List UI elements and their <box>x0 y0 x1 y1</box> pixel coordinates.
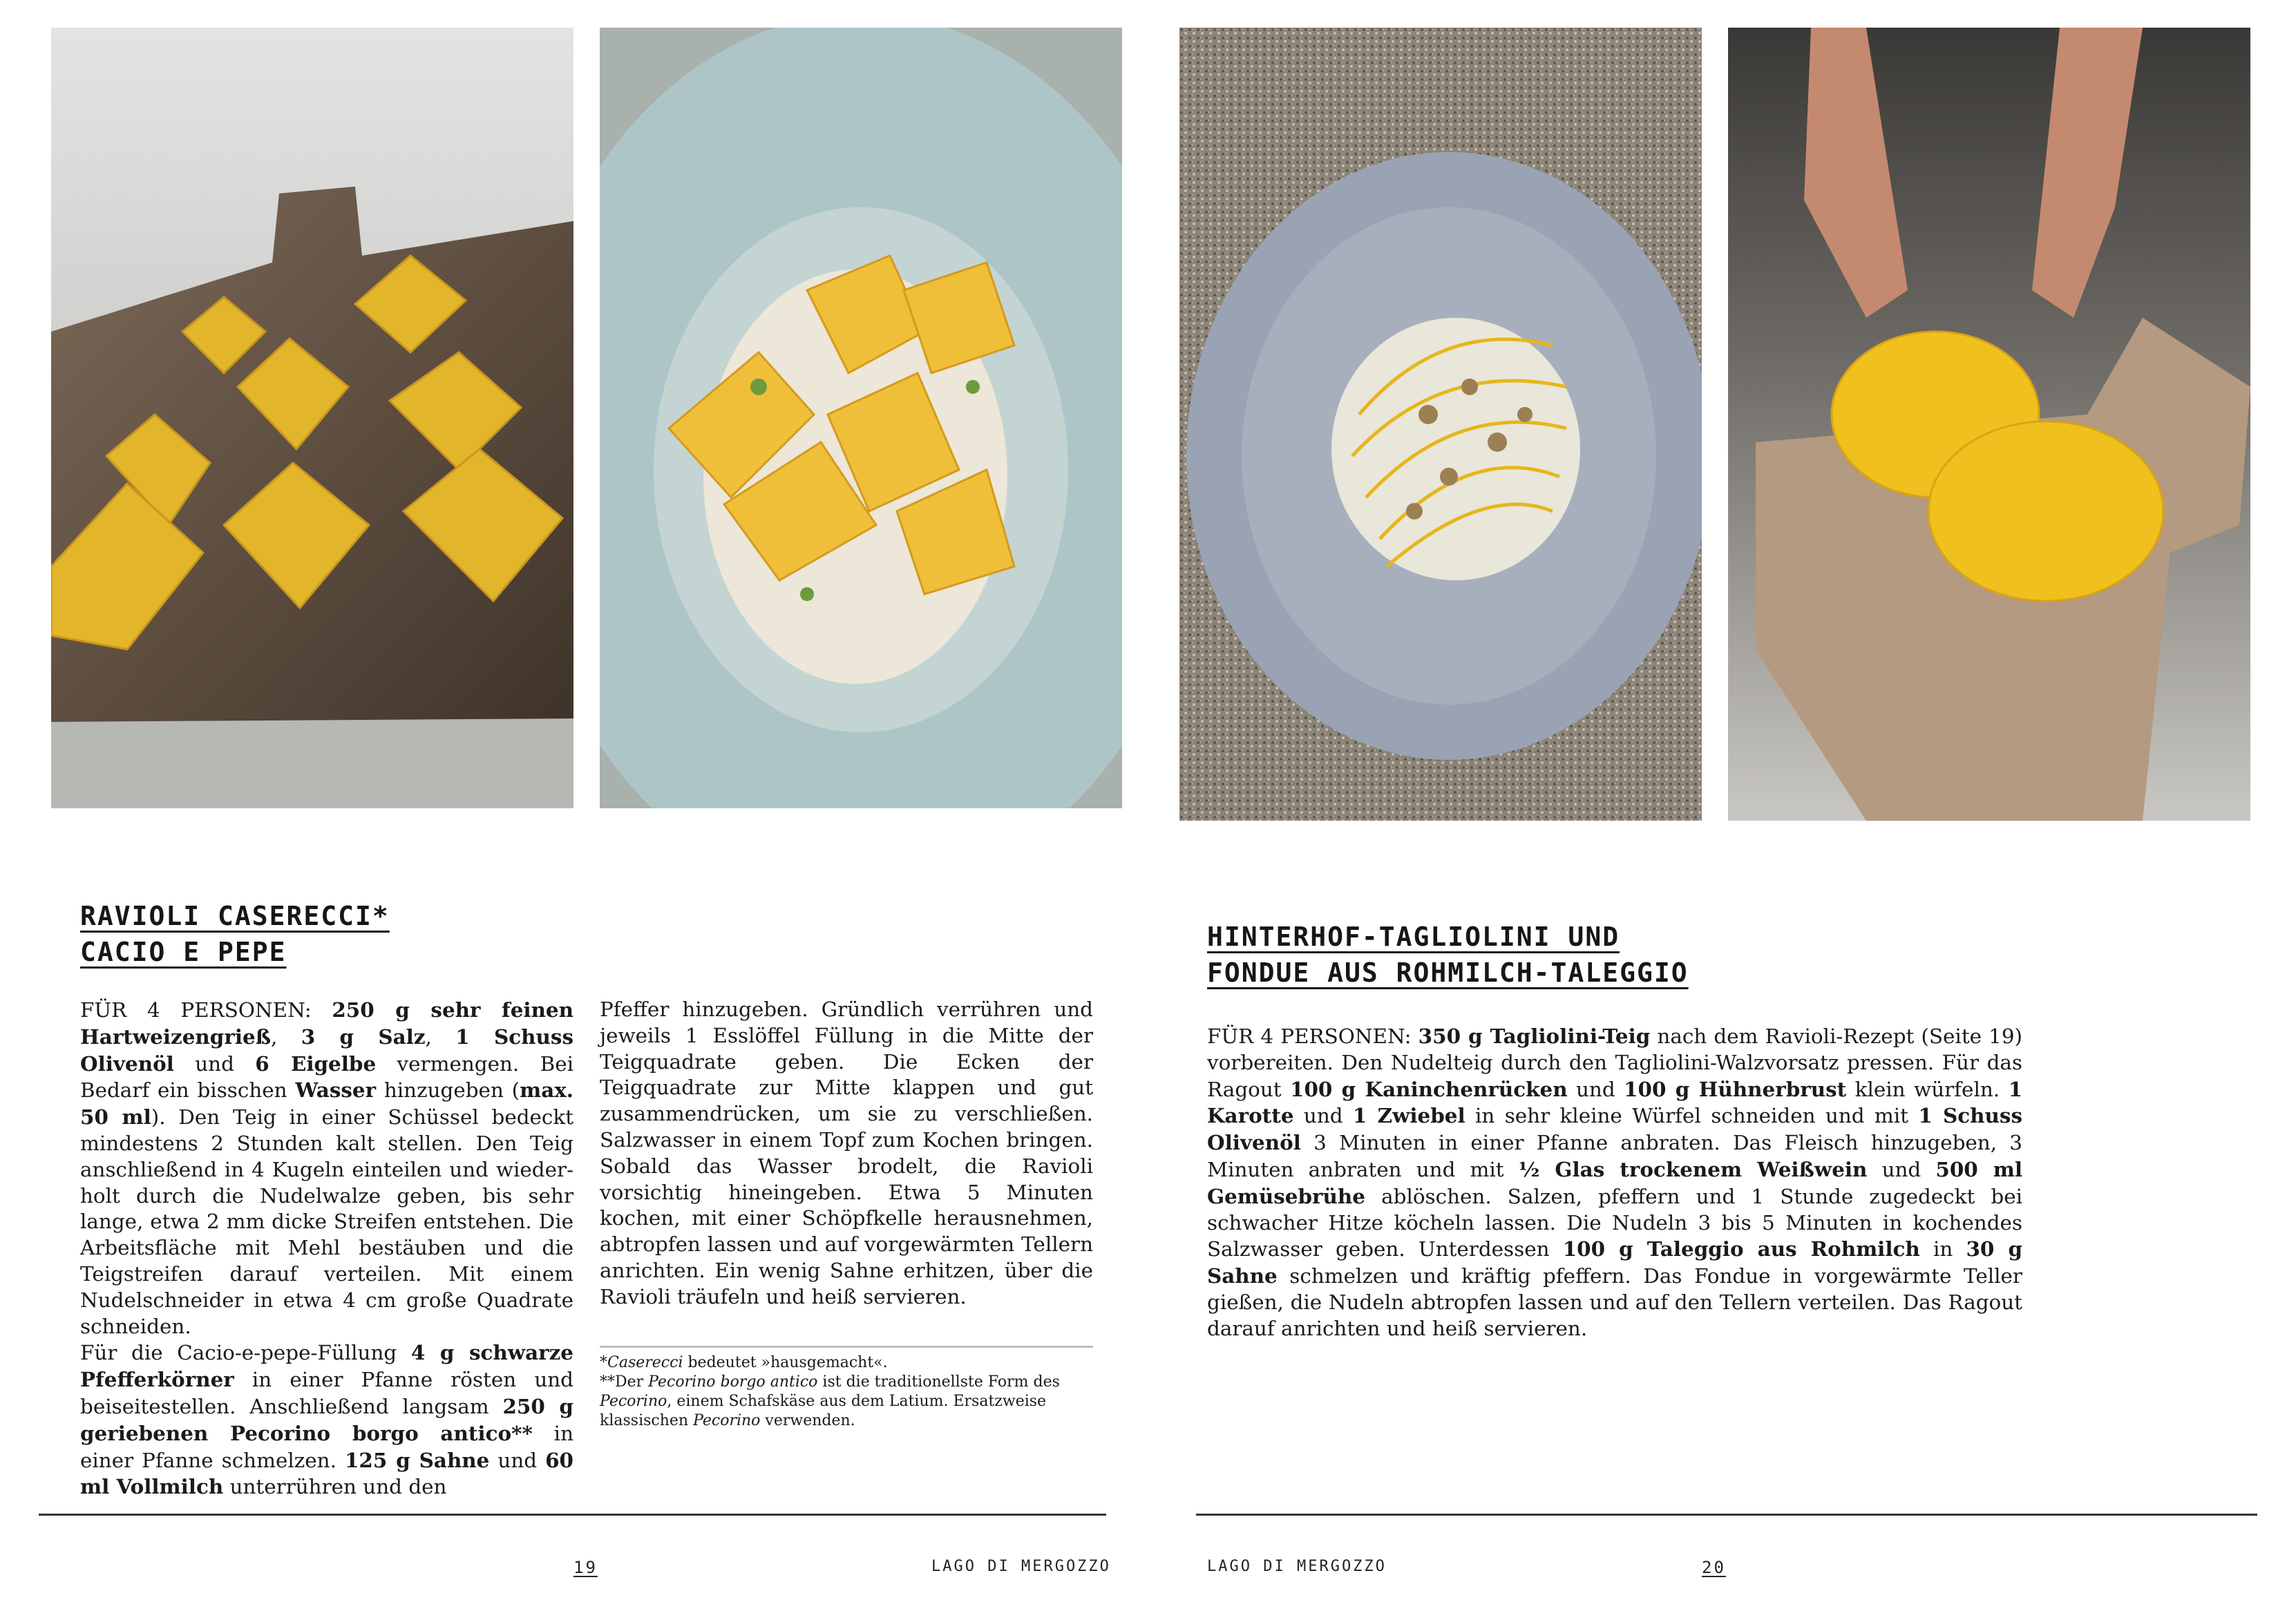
footnote-text: **Der <box>600 1373 649 1391</box>
footnote-text: , einem Schafskäse aus dem Latium. Ersatzweise klassischen <box>600 1393 1047 1429</box>
right-footer-rule <box>1196 1514 2257 1516</box>
footnote-text: ist die traditionellste Form des <box>817 1373 1060 1391</box>
ingredient-bold-text: 30 g Sahne <box>1207 1237 2022 1288</box>
recipe-title-tagliolini <box>1207 919 1689 991</box>
title-line-1: RAVIOLI CASERECCI* <box>80 901 390 931</box>
body-text: und <box>1293 1104 1353 1128</box>
body-text: und <box>1567 1077 1624 1101</box>
ravioli-paragraph-1 <box>80 997 573 1340</box>
tagliolini-nests-photo <box>1728 28 2250 821</box>
ravioli-board-image <box>51 28 573 808</box>
body-text: , <box>271 1025 301 1049</box>
body-text: in einer Pfanne rösten und beiseitestellen. Anschließend langsam <box>80 1368 573 1418</box>
body-text: , <box>425 1025 456 1049</box>
body-text: unterrühren und den <box>223 1475 447 1499</box>
ingredient-bold-text: 125 g Sahne <box>344 1447 490 1472</box>
running-footer-left: LAGO DI MERGOZZO <box>931 1558 1111 1575</box>
body-text: FÜR 4 PERSONEN: <box>80 998 332 1022</box>
ingredient-bold-text: 1 Schuss Olivenöl <box>1207 1103 2023 1155</box>
tagliolini-plate-photo <box>1179 28 1702 821</box>
tagliolini-plate-image <box>1179 28 1702 821</box>
page-number-20: 20 <box>1702 1558 1726 1577</box>
ingredient-bold-text: 1 Karotte <box>1207 1076 2023 1128</box>
body-text: in einer Pfanne schmelzen. <box>80 1421 574 1472</box>
ingredient-bold-text: 6 Eigelbe <box>255 1051 377 1076</box>
title-line-2: FONDUE AUS ROHMILCH-TALEGGIO <box>1207 957 1689 988</box>
ravioli-paragraph-3 <box>600 997 1093 1311</box>
page-number-19: 19 <box>573 1558 598 1577</box>
footnote-italic-text: Caserecci <box>607 1354 683 1371</box>
recipe-title-ravioli <box>80 898 390 970</box>
footnote-2 <box>600 1373 1093 1431</box>
ingredient-bold-text: 100 g Kaninchenrücken <box>1290 1076 1568 1101</box>
footnote-text: * <box>600 1354 607 1371</box>
body-text: und <box>1867 1157 1936 1181</box>
ingredient-bold-text: 100 g Hühnerbrust <box>1624 1076 1847 1101</box>
footnote-italic-text: Pecorino <box>693 1412 761 1429</box>
right-page <box>1148 0 2296 1620</box>
ravioli-text-column-1 <box>80 997 573 1500</box>
ravioli-paragraph-2 <box>80 1340 573 1500</box>
tagliolini-text-column <box>1207 1023 2022 1342</box>
footnote-text: verwenden. <box>760 1412 855 1429</box>
ravioli-footnotes <box>600 1346 1093 1431</box>
ingredient-bold-text: Wasser <box>295 1078 377 1103</box>
ravioli-plate-photo <box>600 28 1122 808</box>
body-text: 3 Minuten in einer Pfanne anbraten. Das Fleisch hinzugeben, 3 Minuten anbraten und mit <box>1207 1131 2022 1181</box>
running-footer-right: LAGO DI MERGOZZO <box>1207 1558 1387 1575</box>
ingredient-bold-text: 60 ml Vollmilch <box>80 1447 574 1499</box>
tagliolini-paragraph-1 <box>1207 1023 2022 1342</box>
body-text: in sehr kleine Würfel schneiden und mit <box>1465 1104 1919 1128</box>
body-text: ). Den Teig in einer Schüssel bedeckt mindestens 2 Stunden kalt stellen. Den Teig anschließend in 4 Kugeln einteilen und wiederholt durch die Nudelwalze geben, bis sehr lange, etwa 2 mm dicke Streifen entstehen. Die Arbeitsfläche mit Mehl bestäuben und die Teigstreifen darauf verteilen. Mit einem Nudelschneider in etwa 4 cm große Quadrate schneiden. <box>80 1105 573 1338</box>
ravioli-plate-image <box>600 28 1122 808</box>
ingredient-bold-text: max. 50 ml <box>80 1078 573 1130</box>
ingredient-bold-text: 250 g sehr feinen Hartweizengrieß <box>80 998 573 1049</box>
body-text: und <box>173 1051 256 1076</box>
ingredient-bold-text: 100 g Taleggio aus Rohmilch <box>1562 1237 1920 1261</box>
ingredient-bold-text: 1 Schuss Olivenöl <box>80 1024 574 1076</box>
ingredient-bold-text: 500 ml Gemüsebrühe <box>1207 1156 2023 1208</box>
title-line-1: HINTERHOF-TAGLIOLINI UND <box>1207 922 1620 952</box>
ingredient-bold-text: 3 g Salz <box>301 1024 426 1049</box>
body-text: FÜR 4 PERSONEN: <box>1207 1025 1419 1048</box>
ingredient-bold-text: 1 Zwiebel <box>1352 1103 1465 1128</box>
ingredient-bold-text: 250 g geriebenen Pecorino borgo antico** <box>80 1393 573 1445</box>
body-text: hinzugeben ( <box>376 1078 520 1103</box>
body-text: und <box>489 1448 546 1472</box>
ravioli-on-board-photo <box>51 28 573 808</box>
body-text: Für die Cacio-e-pepe-Füllung <box>80 1341 411 1365</box>
footnote-1 <box>600 1353 1093 1373</box>
footnote-italic-text: Pecorino <box>600 1393 667 1410</box>
ravioli-text-column-2 <box>600 997 1093 1311</box>
body-text: vermengen. Bei Bedarf ein bisschen <box>80 1051 574 1103</box>
footnote-italic-text: Pecorino borgo antico <box>648 1373 818 1391</box>
body-text: schmelzen und kräftig pfeffern. Das Fondue in vorgewärmte Teller gießen, die Nudeln abtropfen lassen und auf den Tellern verteilen. Das Ragout darauf anrichten und heiß servieren. <box>1207 1264 2022 1340</box>
body-text: Pfeffer hinzugeben. Gründlich verrühren und jeweils 1 Esslöffel Füllung in die Mitte der Teigquadrate geben. Die Ecken der Teigquadrate zur Mitte klappen und gut zusammendrücken, um sie zu verschließen. Salzwasser in einem Topf zum Kochen bringen. Sobald das Wasser brodelt, die Ravioli vorsichtig hineingeben. Etwa 5 Minuten kochen, mit einer Schöpfkelle herausnehmen, abtropfen lassen und auf vorgewärmten Tellern anrichten. Ein wenig Sahne erhitzen, über die Ravioli träufeln und heiß servieren. <box>600 998 1093 1308</box>
footnote-text: bedeutet »hausgemacht«. <box>683 1354 888 1371</box>
tagliolini-nests-image <box>1728 28 2250 821</box>
body-text: ablöschen. Salzen, pfeffern und 1 Stunde zugedeckt bei schwacher Hitze köcheln lassen. Die Nudeln 3 bis 5 Minuten in kochendes Salzwasser geben. Unterdessen <box>1207 1184 2022 1261</box>
body-text: nach dem Ravioli-Rezept (Seite 19) vorbereiten. Den Nudelteig durch den Tagliolini-Walzvorsatz pressen. Für das Ragout <box>1207 1025 2023 1101</box>
ingredient-bold-text: ½ Glas trockenem Weißwein <box>1518 1156 1868 1181</box>
body-text: in <box>1919 1237 1966 1261</box>
body-text: klein würfeln. <box>1846 1077 2009 1101</box>
ingredient-bold-text: 4 g schwarze Pfefferkörner <box>80 1340 573 1392</box>
title-line-2: CACIO E PEPE <box>80 937 287 967</box>
ingredient-bold-text: 350 g Tagliolini-Teig <box>1418 1024 1651 1048</box>
left-footer-rule <box>39 1514 1106 1516</box>
